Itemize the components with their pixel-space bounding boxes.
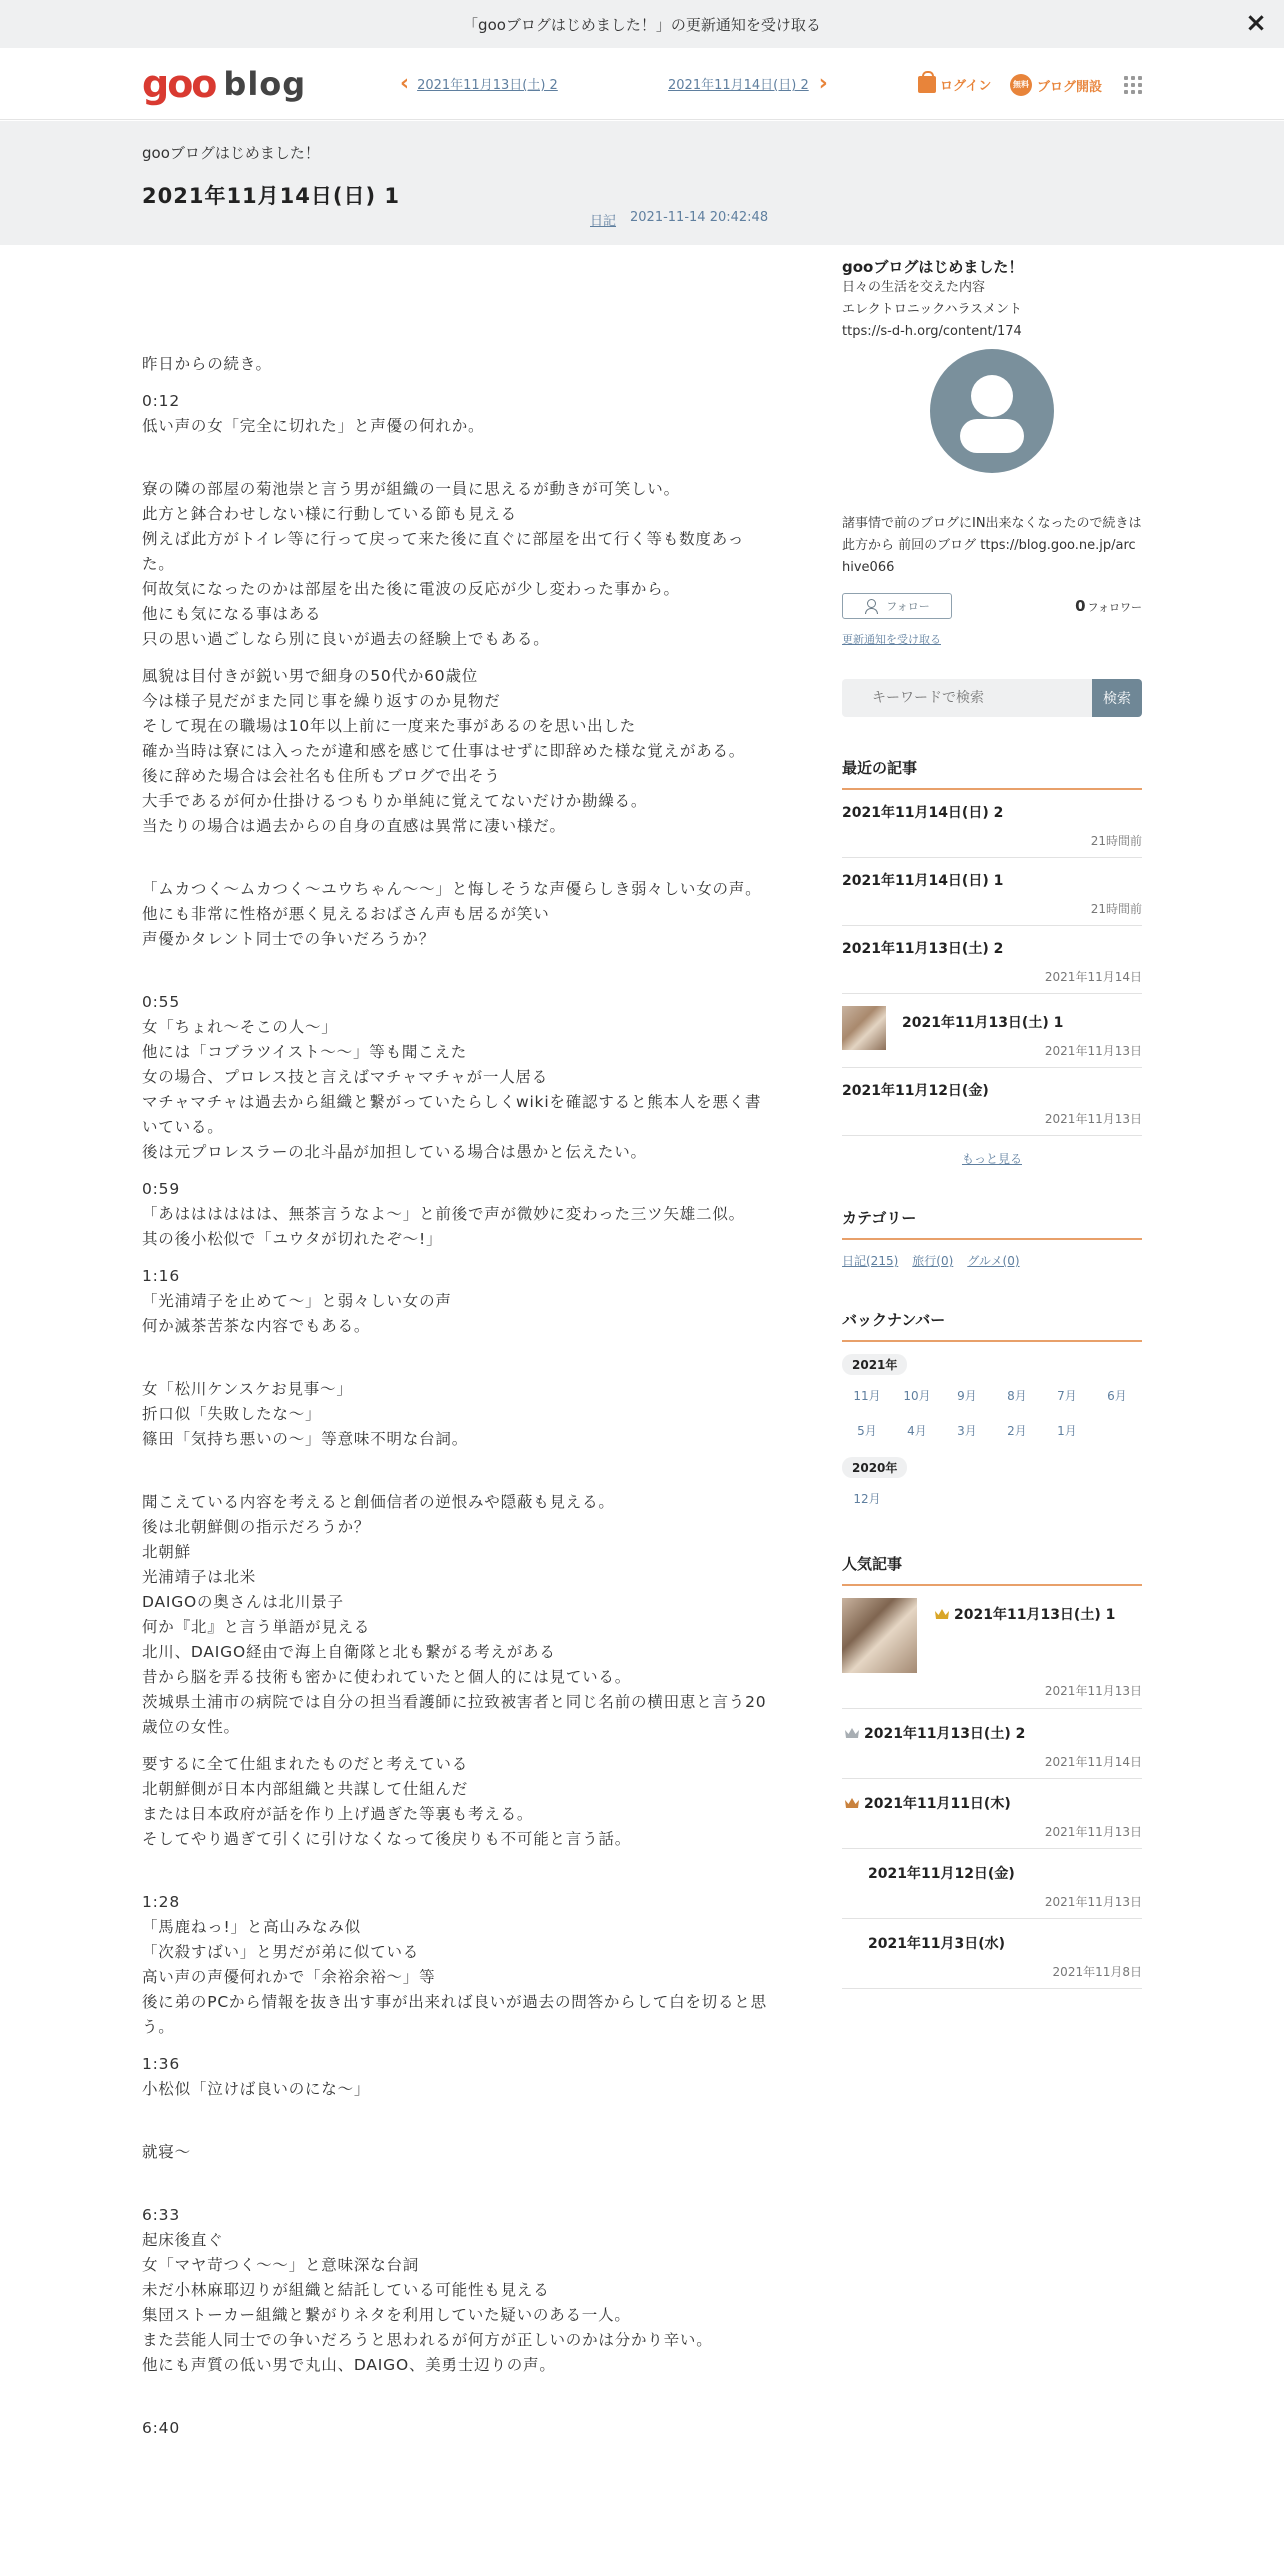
popular-list (842, 1598, 1142, 1989)
recent-item-date: 21時間前 (1090, 902, 1142, 916)
recent-item[interactable] (842, 790, 1142, 858)
recent-item-title: 2021年11月12日(金) (842, 1083, 989, 1099)
follow-button[interactable]: フォロー (842, 593, 952, 619)
month-link[interactable]: 3月 (957, 1424, 977, 1438)
popular-item-title-wrap (842, 1863, 1142, 1883)
year-badge[interactable]: 2021年 (842, 1354, 907, 1375)
recent-item[interactable] (842, 994, 1142, 1068)
popular-item[interactable] (842, 1598, 1142, 1698)
recent-item[interactable] (842, 858, 1142, 926)
profile-name[interactable]: gooブログはじめました！ (842, 258, 1024, 276)
prev-entry-link[interactable]: ‹ 2021年11月13日(土) 2 (400, 70, 558, 96)
article-paragraph: 0:59 「あはははははは、無茶言うなよ～」と前後で声が微妙に変わった三ツ矢雄二似。 其の後小松似で「ユウタが切れたぞ～!」 (142, 1180, 745, 1248)
recent-item-title: 2021年11月13日(土) 1 (902, 1015, 1064, 1031)
article-paragraph: 女「松川ケンスケお見事～」 折口似「失敗したな～」 篠田「気持ち悪いの～」等意味不明な台詞。 (142, 1380, 469, 1448)
popular-item-title-wrap (934, 1604, 1115, 1624)
follower-count: 0 フォロワー (1075, 597, 1142, 615)
recent-item[interactable] (842, 1068, 1142, 1136)
article-paragraph: 1:16 「光浦靖子を止めて～」と弱々しい女の声 何か滅茶苦茶な内容でもある。 (142, 1267, 452, 1335)
recent-item-date: 2021年11月13日 (1044, 1044, 1142, 1058)
article-paragraph: 0:55 女「ちょれ～そこの人～」 他には「コブラツイスト～～」等も聞こえた 女の場合、プロレス技と言えばマチャマチャが一人居る マチャマチャは過去から組織と繋がっていたらしくwikiを確認すると熊本人を悪く書いている。 後は元プロレスラーの北斗晶が加担している場合は愚かと伝えたい。 (142, 993, 762, 1161)
avatar (930, 349, 1054, 473)
month-link[interactable]: 8月 (1007, 1389, 1027, 1403)
month-link[interactable]: 9月 (957, 1389, 977, 1403)
more-link[interactable]: もっと見る (961, 1152, 1022, 1166)
recent-item-date: 2021年11月13日 (1044, 1112, 1142, 1126)
popular-item[interactable] (842, 1778, 1142, 1848)
person-icon (864, 599, 878, 613)
month-link[interactable]: 1月 (1057, 1424, 1077, 1438)
popular-item-title-wrap (842, 1723, 1142, 1743)
recent-item-title: 2021年11月14日(日) 2 (842, 805, 1004, 821)
article-body (142, 352, 772, 2453)
article-paragraph: 昨日からの続き。 (142, 355, 272, 373)
popular-item-date: 2021年11月13日 (1044, 1684, 1142, 1698)
year-badge[interactable]: 2020年 (842, 1457, 907, 1478)
next-entry-link[interactable]: 2021年11月14日(日) 2 › (668, 70, 828, 96)
recent-item-date: 2021年11月14日 (1044, 970, 1142, 984)
month-link[interactable]: 10月 (903, 1389, 931, 1403)
site-header (0, 48, 1284, 120)
recent-item-title: 2021年11月14日(日) 1 (842, 873, 1004, 889)
popular-item-date: 2021年11月8日 (1052, 1965, 1142, 1979)
page-title: 2021年11月14日(日) 1 (142, 184, 401, 208)
entry-datetime: 2021-11-14 20:42:48 (630, 210, 769, 225)
popular-item-title: 2021年11月3日(水) (868, 1936, 1005, 1952)
category-link[interactable]: 日記(215) (842, 1254, 899, 1268)
close-icon[interactable]: × (1245, 8, 1267, 38)
article-paragraph: 寮の隣の部屋の菊池崇と言う男が組織の一員に思えるが動きが可笑しい。 此方と鉢合わせしない様に行動している節も見える 例えば此方がトイレ等に行って戻って来た後に直ぐに部屋を出て行く等も数度あった。 何故気になったのかは部屋を出た後に電波の反応が少し変わった事から。 他にも気になる事はある 只の思い過ごしなら別に良いが過去の経験上でもある。 (142, 480, 745, 648)
article-paragraph: 「ムカつく～ムカつく～ユウちゃん～～」と悔しそうな声優らしき弱々しい女の声。 他にも非常に性格が悪く見えるおばさん声も居るが笑い 声優かタレント同士での争いだろうか？ (142, 880, 762, 948)
month-link[interactable]: 11月 (853, 1389, 881, 1403)
popular-item-date: 2021年11月14日 (1044, 1755, 1142, 1769)
popular-item-date: 2021年11月13日 (1044, 1895, 1142, 1909)
backnumber-section-title: バックナンバー (842, 1309, 1142, 1342)
bronze-crown-icon (844, 1797, 860, 1809)
blog-title[interactable]: gooブログはじめました！ (142, 144, 320, 162)
popular-item-title: 2021年11月13日(土) 2 (864, 1726, 1026, 1742)
search-button[interactable]: 検索 (1092, 679, 1142, 717)
sidebar (842, 254, 1142, 1989)
recent-thumbnail (842, 1006, 886, 1050)
gold-crown-icon (934, 1608, 950, 1620)
lock-bag-icon (918, 76, 936, 93)
month-link[interactable]: 5月 (857, 1424, 877, 1438)
month-list (842, 1478, 1142, 1513)
popular-item-title: 2021年11月13日(土) 1 (954, 1607, 1116, 1623)
recent-list (842, 790, 1142, 1136)
popular-item-title-wrap (842, 1793, 1142, 1813)
popular-item-title: 2021年11月11日(木) (864, 1796, 1011, 1812)
article-paragraph: 要するに全て仕組まれたものだと考えている 北朝鮮側が日本内部組織と共謀して仕組んだ または日本政府が話を作り上げ過ぎた等裏も考える。 そしてやり過ぎて引くに引けなくなって後戻りも不可能と言う話。 (142, 1755, 632, 1848)
article-paragraph: 就寝～ (142, 2143, 191, 2161)
popular-item-title: 2021年11月12日(金) (868, 1866, 1015, 1882)
notify-link[interactable]: 更新通知を受け取る (842, 633, 941, 646)
recent-item-date: 21時間前 (1090, 834, 1142, 848)
popular-thumbnail (842, 1598, 917, 1673)
article-paragraph: 1:28 「馬鹿ねっ!」と高山みなみ似 「次殺すばい」と男だが弟に似ている 高い声の声優何れかで「余裕余裕～」等 後に弟のPCから情報を抜き出す事が出来れば良いが過去の問答からして白を切ると思う。 (142, 1893, 767, 2036)
entry-meta (590, 210, 768, 229)
profile-line: エレクトロニックハラスメント (842, 302, 1023, 317)
profile-line: ttps://s-d-h.org/content/174 (842, 324, 1022, 339)
silver-crown-icon (844, 1727, 860, 1739)
popular-item-title-wrap (842, 1933, 1142, 1953)
profile-description: 諸事情で前のブログにIN出来なくなったので続きは此方から 前回のブログ ttps://blog.goo.ne.jp/archive066 (842, 516, 1142, 575)
month-link[interactable]: 4月 (907, 1424, 927, 1438)
popular-item[interactable] (842, 1708, 1142, 1778)
article-paragraph: 6:33 起床後直ぐ 女「マヤ苛つく～～」と意味深な台詞 未だ小林麻耶辺りが組織と結託している可能性も見える 集団ストーカー組織と繋がりネタを利用していた疑いのある一人。 また芸能人同士での争いだろうと思われるが何方が正しいのかは分かり辛い。 他にも声質の低い男で丸山、DAIGO、美勇士辺りの声。 (142, 2206, 713, 2374)
article-paragraph: 風貌は目付きが鋭い男で細身の50代か60歳位 今は様子見だがまた同じ事を繰り返すのか見物だ そして現在の職場は10年以上前に一度来た事があるのを思い出した 確か当時は寮には入ったが違和感を感じて仕事はせずに即辞めた様な覚えがある。 後に辞めた場合は会社名も住所もブログで出そう 大手であるが何か仕掛けるつもりか単純に覚えてないだけか勘繰る。 当たりの場合は過去からの自身の直感は異常に凄い様だ。 (142, 667, 746, 835)
notification-text[interactable]: 「gooブログはじめました！」の更新通知を受け取る (463, 15, 821, 34)
goo-blog-logo[interactable]: goo blog (142, 62, 307, 106)
article-paragraph: 1:36 小松似「泣けば良いのにな～」 (142, 2055, 371, 2098)
profile-line: 日々の生活を交えた内容 (842, 280, 986, 295)
month-link[interactable]: 2月 (1007, 1424, 1027, 1438)
article-paragraph: 0:12 低い声の女「完全に切れた」と声優の何れか。 (142, 392, 485, 435)
month-link[interactable]: 6月 (1107, 1389, 1127, 1403)
popular-item[interactable] (842, 1918, 1142, 1989)
month-link[interactable]: 12月 (853, 1492, 881, 1506)
login-button[interactable]: ログイン (918, 75, 991, 94)
popular-section-title: 人気記事 (842, 1553, 1142, 1586)
search-form (842, 679, 1142, 717)
category-list (842, 1252, 1142, 1269)
backnumber-list (842, 1342, 1142, 1513)
notification-bar[interactable] (0, 0, 1284, 48)
free-badge-icon: 無料 (1010, 74, 1032, 96)
month-link[interactable]: 7月 (1057, 1389, 1077, 1403)
grid-menu-icon[interactable] (1124, 76, 1142, 94)
chevron-right-icon: › (818, 70, 828, 96)
recent-item[interactable] (842, 926, 1142, 994)
recent-section-title: 最近の記事 (842, 757, 1142, 790)
article-paragraph: 6:40 (142, 2419, 181, 2437)
category-link[interactable]: 旅行(0) (912, 1254, 954, 1268)
popular-item-date: 2021年11月13日 (1044, 1825, 1142, 1839)
category-section-title: カテゴリー (842, 1207, 1142, 1240)
blog-open-button[interactable]: 無料 ブログ開設 (1010, 74, 1102, 96)
search-input[interactable] (842, 679, 1092, 717)
recent-item-title: 2021年11月13日(土) 2 (842, 941, 1004, 957)
article-paragraph: 聞こえている内容を考えると創価信者の逆恨みや隠蔽も見える。 後は北朝鮮側の指示だろうか？ 北朝鮮 光浦靖子は北米 DAIGOの奥さんは北川景子 何か『北』と言う単語が見える 北川、DAIGO経由で海上自衛隊と北も繋がる考えがある 昔から脳を弄る技術も密かに使われていたと個人的には見ている。 茨城県土浦市の病院では自分の担当看護師に拉致被害者と同じ名前の横田恵と言う20歳位の女性。 (142, 1493, 767, 1736)
chevron-left-icon: ‹ (400, 70, 410, 96)
popular-item[interactable] (842, 1848, 1142, 1918)
category-link[interactable]: グルメ(0) (967, 1254, 1020, 1268)
entry-category-link[interactable]: 日記 (590, 214, 617, 229)
month-list (842, 1375, 1142, 1445)
